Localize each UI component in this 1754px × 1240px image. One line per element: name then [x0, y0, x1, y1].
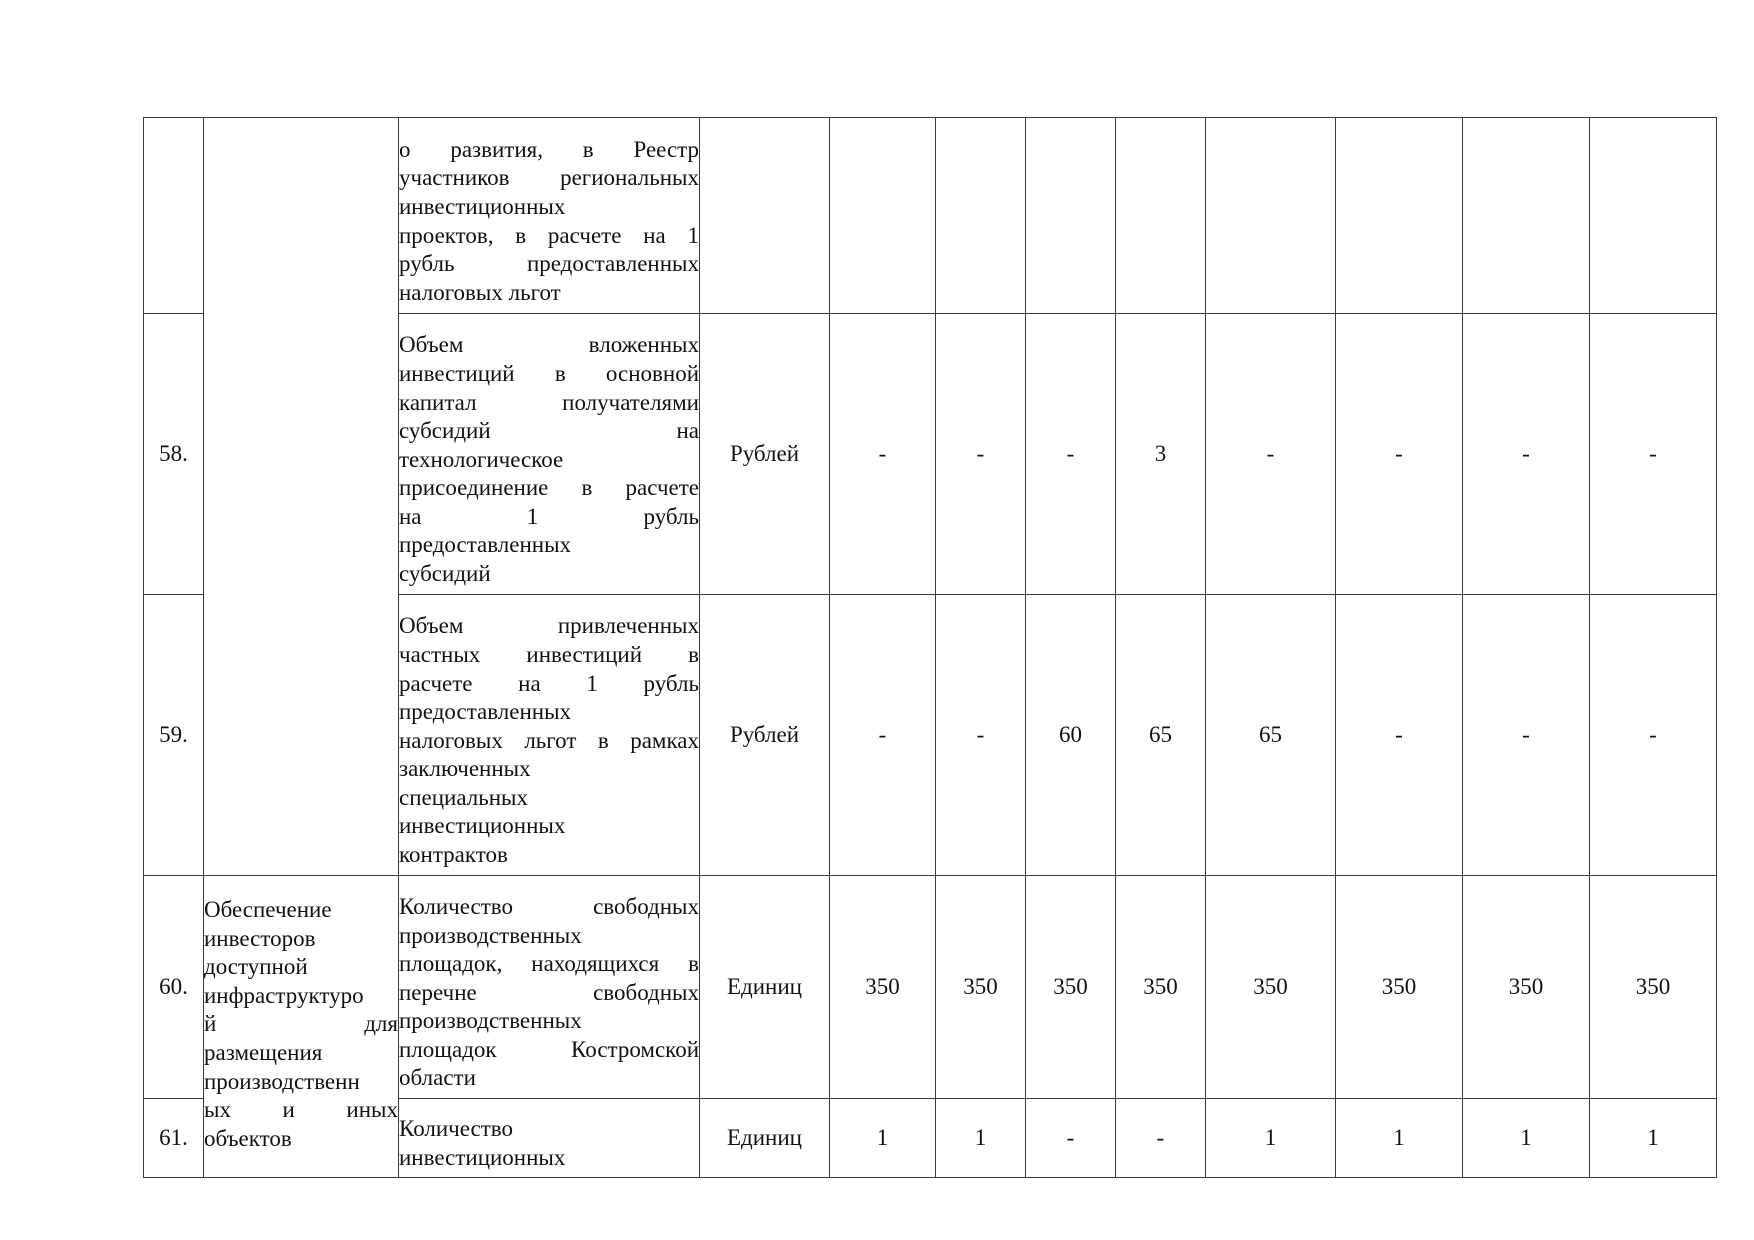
text-line: частных инвестиций в: [399, 641, 699, 667]
value-cell: -: [1590, 314, 1717, 595]
value-cell: [936, 118, 1026, 314]
row-number: [144, 118, 204, 314]
value-cell: 60: [1026, 595, 1116, 876]
indicator-cell: [399, 118, 700, 314]
text-line: контрактов: [399, 842, 508, 868]
text-line: о развития, в Реестр: [399, 136, 699, 162]
value-cell: -: [1026, 1099, 1116, 1178]
value-cell: [1336, 118, 1463, 314]
text-line: субсидий на: [399, 418, 699, 444]
value-cell: -: [1116, 1099, 1206, 1178]
indicator-cell: [399, 1099, 700, 1178]
goal-cell-empty: [204, 118, 399, 876]
value-cell: -: [1206, 314, 1336, 595]
text-line: перечне свободных: [399, 979, 699, 1005]
text-line: производственн: [204, 1068, 360, 1094]
value-cell: 1: [1463, 1099, 1590, 1178]
text-line: специальных: [399, 784, 528, 810]
text-line: субсидий: [399, 561, 491, 587]
text-line: заключенных: [399, 756, 531, 782]
text-line: Объем вложенных: [399, 332, 699, 358]
value-cell: 65: [1116, 595, 1206, 876]
indicator-cell: [399, 876, 700, 1099]
indicators-table: [143, 117, 1717, 1178]
value-cell: 350: [1336, 876, 1463, 1099]
goal-cell: [204, 876, 399, 1178]
text-line: налоговых льгот в рамках: [399, 727, 699, 753]
text-line: й для: [204, 1011, 398, 1037]
text-line: площадок, находящихся в: [399, 951, 699, 977]
text-line: капитал получателями: [399, 389, 699, 415]
text-line: площадок Костромской: [399, 1036, 699, 1062]
table-row: [144, 876, 1717, 1099]
value-cell: 350: [1206, 876, 1336, 1099]
unit-cell: Единиц: [700, 1099, 830, 1178]
text-line: инвестиционных: [399, 193, 566, 219]
text-line: инвестиций в основной: [399, 360, 699, 386]
value-cell: -: [1463, 595, 1590, 876]
text-line: участников региональных: [399, 165, 699, 191]
value-cell: -: [936, 595, 1026, 876]
value-cell: -: [1026, 314, 1116, 595]
text-line: расчете на 1 рубль: [399, 670, 699, 696]
text-line: ых и иных: [204, 1097, 398, 1123]
unit-cell: Единиц: [700, 876, 830, 1099]
text-line: Количество свободных: [399, 893, 699, 919]
text-line: проектов, в расчете на 1: [399, 222, 699, 248]
text-line: производственных: [399, 922, 582, 948]
value-cell: 1: [1590, 1099, 1717, 1178]
text-line: инвестиционных: [399, 1145, 566, 1170]
text-line: предоставленных: [399, 699, 572, 725]
value-cell: 350: [830, 876, 936, 1099]
text-line: инвесторов: [204, 925, 316, 951]
value-cell: [1026, 118, 1116, 314]
text-line: доступной: [204, 954, 308, 980]
value-cell: 3: [1116, 314, 1206, 595]
table-row: [144, 118, 1717, 314]
value-cell: 1: [1206, 1099, 1336, 1178]
text-line: области: [399, 1065, 476, 1091]
indicator-cell: [399, 595, 700, 876]
value-cell: 1: [936, 1099, 1026, 1178]
text-line: Объем привлеченных: [399, 613, 699, 639]
text-line: размещения: [204, 1039, 323, 1065]
text-line: предоставленных: [399, 532, 572, 558]
text-line: налоговых льгот: [399, 279, 561, 305]
value-cell: -: [830, 314, 936, 595]
text-line: Количество: [399, 1116, 513, 1142]
value-cell: 1: [830, 1099, 936, 1178]
unit-cell: [700, 118, 830, 314]
value-cell: -: [1463, 314, 1590, 595]
text-line: технологическое: [399, 446, 564, 472]
value-cell: [1116, 118, 1206, 314]
text-line: объектов: [204, 1125, 292, 1151]
text-line: рубль предоставленных: [399, 251, 699, 277]
indicator-cell: [399, 314, 700, 595]
value-cell: 65: [1206, 595, 1336, 876]
value-cell: [1206, 118, 1336, 314]
value-cell: -: [1336, 595, 1463, 876]
text-line: инфраструктуро: [204, 982, 364, 1008]
row-number: 61.: [144, 1099, 204, 1178]
text-line: производственных: [399, 1008, 582, 1034]
row-number: 59.: [144, 595, 204, 876]
value-cell: 350: [1463, 876, 1590, 1099]
value-cell: 350: [1116, 876, 1206, 1099]
unit-cell: Рублей: [700, 314, 830, 595]
value-cell: 1: [1336, 1099, 1463, 1178]
value-cell: -: [1336, 314, 1463, 595]
unit-cell: Рублей: [700, 595, 830, 876]
value-cell: -: [936, 314, 1026, 595]
text-line: присоединение в расчете: [399, 475, 699, 501]
value-cell: 350: [1590, 876, 1717, 1099]
row-number: 60.: [144, 876, 204, 1099]
value-cell: 350: [1026, 876, 1116, 1099]
value-cell: -: [830, 595, 936, 876]
text-line: Обеспечение: [204, 897, 332, 922]
value-cell: [1463, 118, 1590, 314]
value-cell: [830, 118, 936, 314]
row-number: 58.: [144, 314, 204, 595]
text-line: инвестиционных: [399, 813, 566, 839]
value-cell: 350: [936, 876, 1026, 1099]
value-cell: -: [1590, 595, 1717, 876]
text-line: на 1 рубль: [399, 503, 699, 529]
value-cell: [1590, 118, 1717, 314]
